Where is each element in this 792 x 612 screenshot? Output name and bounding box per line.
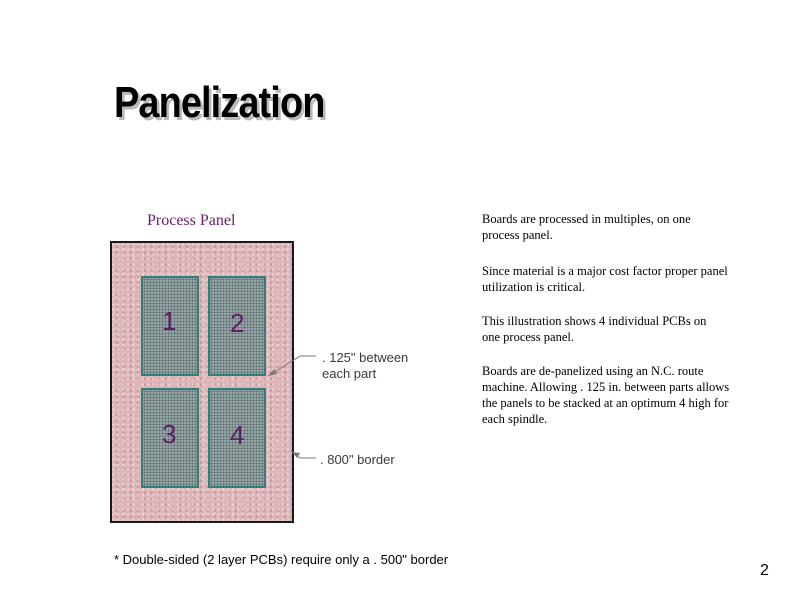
footnote: * Double-sided (2 layer PCBs) require only a . 500" border — [114, 552, 449, 567]
description-paragraph-1: Boards are processed in multiples, on one process panel. — [482, 212, 691, 242]
border-callout-text: . 800" border — [320, 452, 395, 467]
process-panel — [110, 241, 294, 523]
pcb-number-1: 1 — [162, 306, 177, 336]
spacing-callout-text: . 125" between each part — [322, 350, 409, 381]
pcb-number-2: 2 — [230, 308, 245, 338]
process-panel-label: Process Panel — [147, 212, 236, 229]
description-paragraph-3: This illustration shows 4 individual PCBs on one process panel. — [482, 314, 707, 344]
pcb-number-4: 4 — [230, 420, 245, 450]
description-paragraph-2: Since material is a major cost factor proper panel utilization is critical. — [482, 264, 728, 294]
border-callout-line — [292, 452, 316, 458]
pcb-number-3: 3 — [162, 419, 177, 449]
slide-title: Panelization — [114, 78, 325, 127]
description-paragraph-4: Boards are de-panelized using an N.C. route machine. Allowing . 125 in. between parts allows the panels to be stacked at an optimum 4 high for each spindle. — [482, 364, 730, 426]
page-number: 2 — [760, 562, 769, 579]
